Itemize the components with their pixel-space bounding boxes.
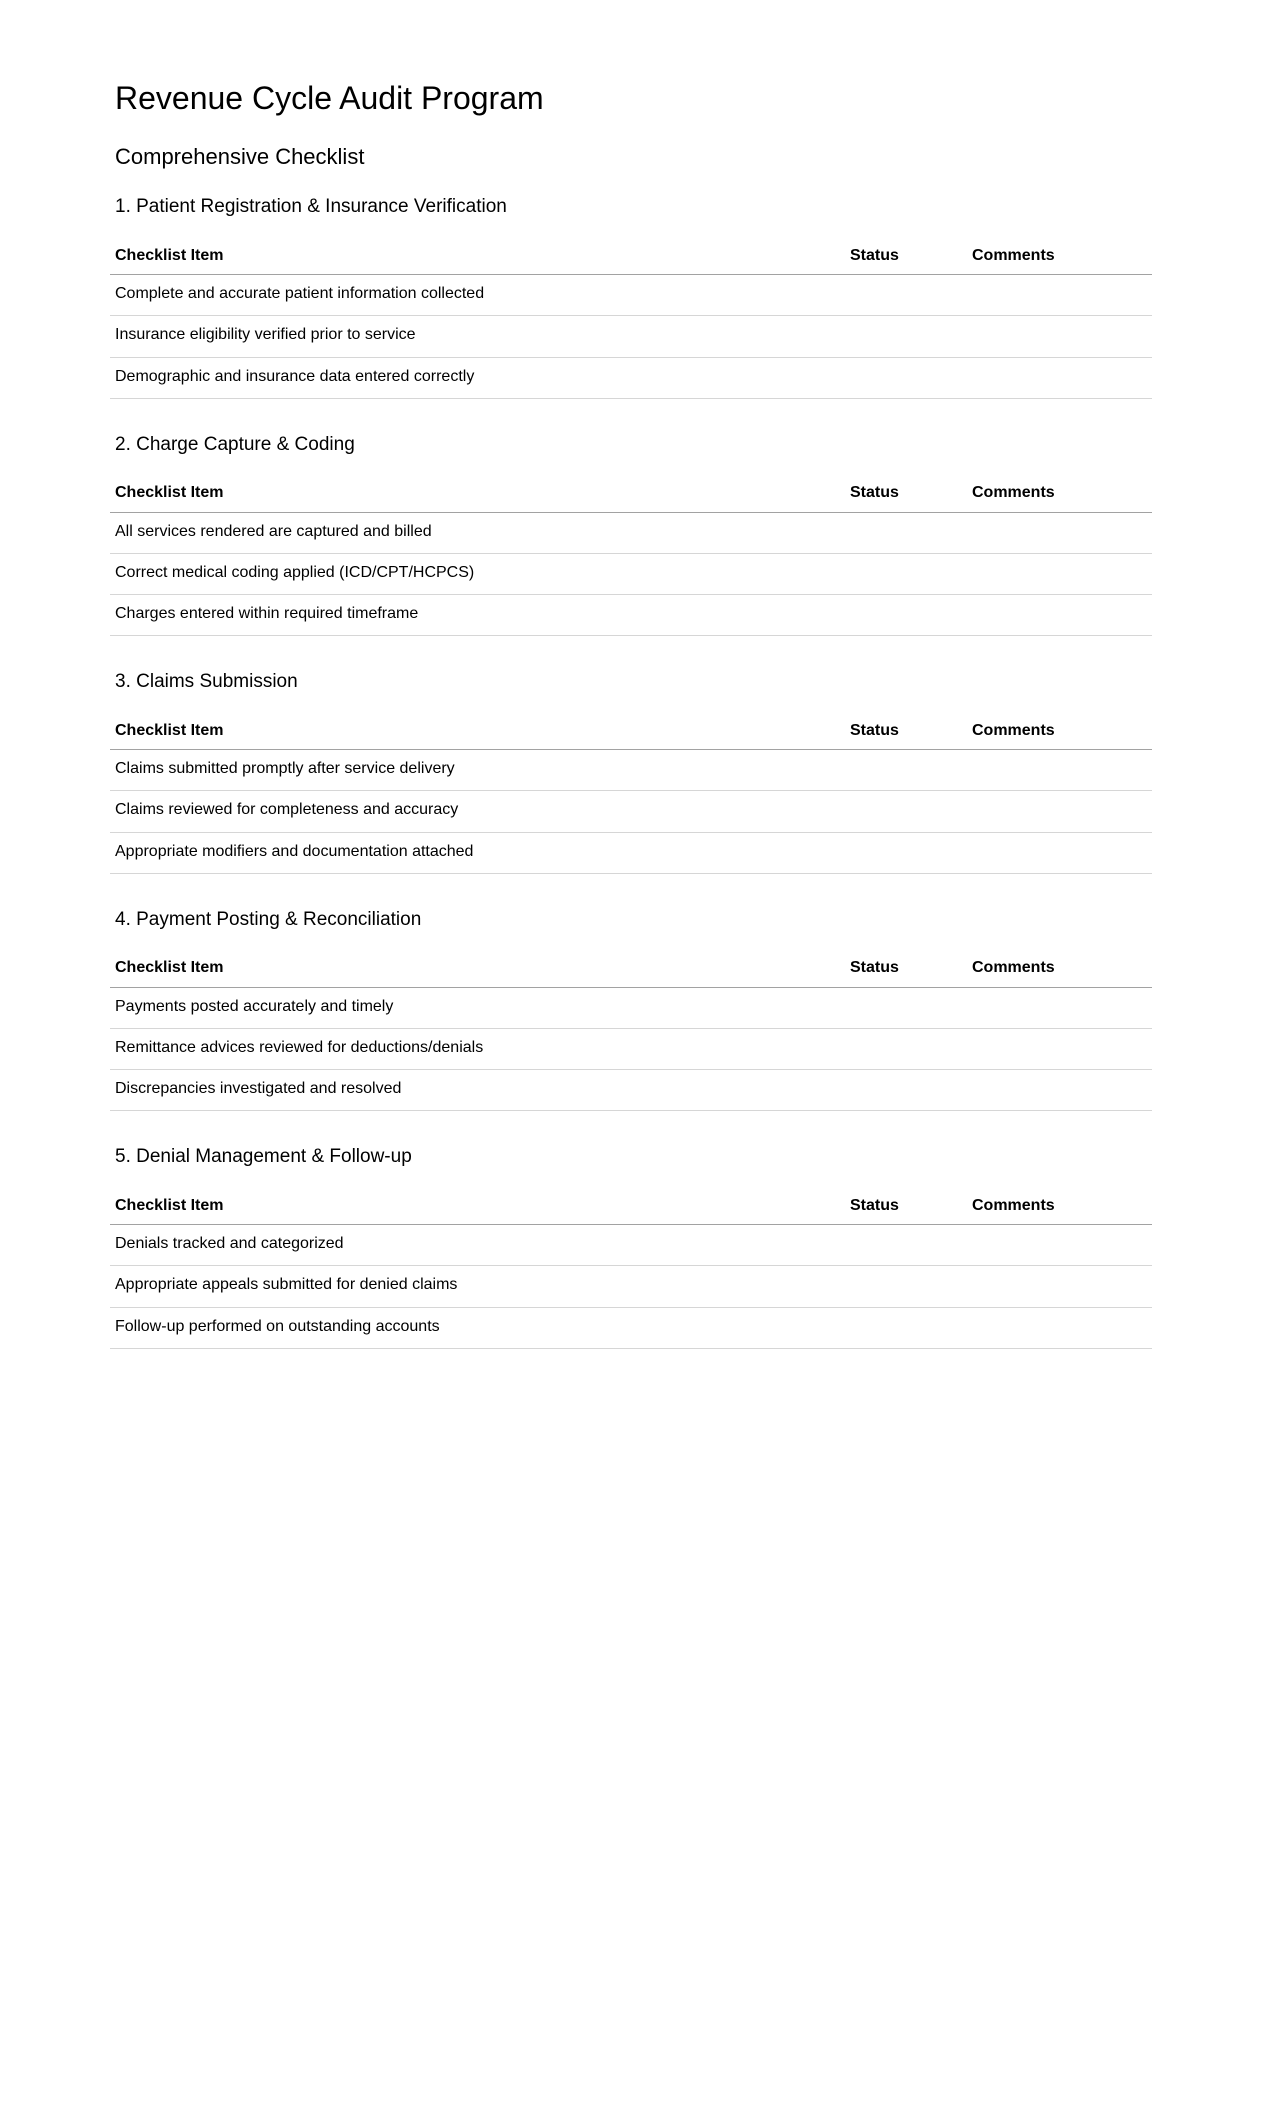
- table-row: [110, 1028, 1152, 1069]
- comments-cell: [972, 1028, 1152, 1069]
- table-header-row: [110, 480, 1152, 512]
- table-row: [110, 553, 1152, 594]
- checklist-item-cell: All services rendered are captured and billed: [110, 512, 850, 553]
- table-row: [110, 987, 1152, 1028]
- column-header-status: Status: [850, 243, 972, 275]
- status-cell: [850, 512, 972, 553]
- checklist-item-cell: Charges entered within required timeframe: [110, 595, 850, 636]
- status-cell: [850, 1225, 972, 1266]
- column-header-status: Status: [850, 480, 972, 512]
- table-row: [110, 316, 1152, 357]
- column-header-comments: Comments: [972, 718, 1152, 750]
- status-cell: [850, 316, 972, 357]
- checklist-item-cell: Follow-up performed on outstanding accounts: [110, 1307, 850, 1348]
- table-header-row: [110, 1193, 1152, 1225]
- column-header-checklist-item: Checklist Item: [110, 480, 850, 512]
- status-cell: [850, 275, 972, 316]
- section-heading: 2. Charge Capture & Coding: [115, 433, 355, 455]
- table-row: [110, 357, 1152, 398]
- checklist-table: [110, 480, 1152, 636]
- status-cell: [850, 1070, 972, 1111]
- checklist-item-cell: Payments posted accurately and timely: [110, 987, 850, 1028]
- column-header-checklist-item: Checklist Item: [110, 718, 850, 750]
- checklist-item-cell: Demographic and insurance data entered correctly: [110, 357, 850, 398]
- checklist-item-cell: Claims submitted promptly after service delivery: [110, 750, 850, 791]
- status-cell: [850, 791, 972, 832]
- status-cell: [850, 750, 972, 791]
- status-cell: [850, 357, 972, 398]
- table-header-row: [110, 243, 1152, 275]
- section-heading: 5. Denial Management & Follow-up: [115, 1146, 412, 1168]
- comments-cell: [972, 1266, 1152, 1307]
- checklist-table: [110, 955, 1152, 1111]
- checklist-table: [110, 718, 1152, 874]
- checklist-item-cell: Denials tracked and categorized: [110, 1225, 850, 1266]
- comments-cell: [972, 1225, 1152, 1266]
- checklist-table: [110, 1193, 1152, 1349]
- table-row: [110, 1266, 1152, 1307]
- column-header-comments: Comments: [972, 955, 1152, 987]
- checklist-item-cell: Appropriate appeals submitted for denied claims: [110, 1266, 850, 1307]
- column-header-checklist-item: Checklist Item: [110, 955, 850, 987]
- comments-cell: [972, 1070, 1152, 1111]
- status-cell: [850, 1307, 972, 1348]
- checklist-item-cell: Discrepancies investigated and resolved: [110, 1070, 850, 1111]
- status-cell: [850, 1028, 972, 1069]
- comments-cell: [972, 987, 1152, 1028]
- comments-cell: [972, 791, 1152, 832]
- page-subtitle: Comprehensive Checklist: [115, 143, 365, 169]
- table-row: [110, 275, 1152, 316]
- checklist-item-cell: Appropriate modifiers and documentation attached: [110, 832, 850, 873]
- column-header-comments: Comments: [972, 1193, 1152, 1225]
- column-header-checklist-item: Checklist Item: [110, 1193, 850, 1225]
- table-row: [110, 1225, 1152, 1266]
- status-cell: [850, 1266, 972, 1307]
- column-header-status: Status: [850, 718, 972, 750]
- checklist-item-cell: Claims reviewed for completeness and accuracy: [110, 791, 850, 832]
- comments-cell: [972, 553, 1152, 594]
- status-cell: [850, 832, 972, 873]
- status-cell: [850, 987, 972, 1028]
- section-heading: 4. Payment Posting & Reconciliation: [115, 908, 422, 930]
- comments-cell: [972, 275, 1152, 316]
- column-header-comments: Comments: [972, 480, 1152, 512]
- column-header-status: Status: [850, 955, 972, 987]
- document-content: [0, 80, 1263, 1381]
- status-cell: [850, 595, 972, 636]
- table-header-row: [110, 718, 1152, 750]
- section-heading: 3. Claims Submission: [115, 671, 298, 693]
- table-row: [110, 595, 1152, 636]
- column-header-status: Status: [850, 1193, 972, 1225]
- comments-cell: [972, 316, 1152, 357]
- section-heading: 1. Patient Registration & Insurance Verification: [115, 196, 507, 218]
- comments-cell: [972, 357, 1152, 398]
- table-row: [110, 791, 1152, 832]
- status-cell: [850, 553, 972, 594]
- comments-cell: [972, 1307, 1152, 1348]
- table-row: [110, 512, 1152, 553]
- table-row: [110, 832, 1152, 873]
- document-page: [0, 80, 1263, 2120]
- comments-cell: [972, 512, 1152, 553]
- column-header-comments: Comments: [972, 243, 1152, 275]
- comments-cell: [972, 750, 1152, 791]
- checklist-item-cell: Remittance advices reviewed for deductions/denials: [110, 1028, 850, 1069]
- table-row: [110, 750, 1152, 791]
- checklist-item-cell: Complete and accurate patient information collected: [110, 275, 850, 316]
- table-row: [110, 1070, 1152, 1111]
- comments-cell: [972, 832, 1152, 873]
- comments-cell: [972, 595, 1152, 636]
- table-row: [110, 1307, 1152, 1348]
- page-title: Revenue Cycle Audit Program: [115, 80, 544, 116]
- checklist-item-cell: Insurance eligibility verified prior to service: [110, 316, 850, 357]
- table-header-row: [110, 955, 1152, 987]
- checklist-item-cell: Correct medical coding applied (ICD/CPT/HCPCS): [110, 553, 850, 594]
- checklist-table: [110, 243, 1152, 399]
- column-header-checklist-item: Checklist Item: [110, 243, 850, 275]
